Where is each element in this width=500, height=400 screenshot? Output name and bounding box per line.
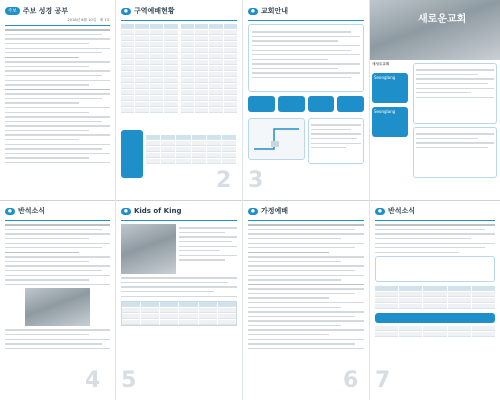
text-block (5, 224, 110, 285)
summary-box (121, 130, 143, 178)
notice-box (375, 256, 495, 282)
kids-text-2 (121, 277, 237, 297)
worship-order (413, 63, 497, 124)
report-table-left (121, 24, 178, 113)
panel-family-worship (242, 200, 369, 400)
offering-table (375, 326, 495, 337)
kids-photo (121, 224, 176, 274)
divider (375, 220, 495, 221)
panel-title: 교회안내 (260, 7, 288, 15)
panel-cover (369, 0, 500, 200)
panel-church-info (242, 0, 369, 200)
page-number: 3 (248, 168, 264, 193)
panel-bible-study (0, 0, 115, 200)
page-number: 4 (85, 368, 101, 393)
section-chip: ● (121, 208, 131, 215)
page-number: 5 (121, 368, 137, 393)
label-box-1: Seonglang (372, 73, 408, 103)
summary-table (146, 135, 236, 164)
divider (248, 220, 364, 221)
divider (248, 20, 364, 21)
cover-photo (370, 0, 500, 60)
staff-card (248, 24, 364, 92)
report-table-right (181, 24, 238, 113)
panel-news-2 (369, 200, 500, 400)
issue-date: 2018년 6월 10일 · 제 7호 (67, 18, 110, 22)
time-box-1 (248, 96, 275, 112)
divider (5, 25, 110, 26)
schedule-box (308, 118, 364, 164)
panel-title: 반석소식 (387, 207, 415, 215)
worship-order-2 (413, 127, 497, 178)
panel-kids (115, 200, 242, 400)
news-photo (25, 288, 90, 326)
section-chip: ● (375, 208, 385, 215)
panel-title: Kids of King (133, 207, 182, 215)
section-chip: ● (248, 208, 258, 215)
section-chip: 주보 (5, 7, 20, 15)
bottom-row (0, 200, 500, 400)
page-number: 6 (343, 368, 359, 393)
text-block (5, 29, 110, 163)
offering-bar (375, 313, 495, 323)
time-box-2 (278, 96, 305, 112)
map-box (248, 118, 305, 160)
panel-news-1 (0, 200, 115, 400)
panel-cell-report (115, 0, 242, 200)
kids-text (179, 224, 237, 274)
panel-title: 반석소식 (17, 207, 45, 215)
divider (121, 220, 237, 221)
section-chip: ● (248, 8, 258, 15)
text-block (375, 224, 495, 253)
panel-title: 주보 성경 공부 (22, 7, 69, 15)
label-box-2: Seonglang (372, 107, 408, 137)
cover-title: 새로운교회 (418, 14, 467, 25)
divider (121, 20, 237, 21)
time-box-3 (308, 96, 335, 112)
panel-title: 가정예배 (260, 207, 288, 215)
text-block (248, 224, 364, 349)
divider (5, 220, 110, 221)
page-number: 2 (216, 168, 232, 193)
page-number: 7 (375, 368, 391, 393)
kids-table (121, 301, 237, 326)
panel-title: 구역예배현황 (133, 7, 175, 15)
worship-times (248, 96, 364, 112)
news-table (375, 286, 495, 309)
time-box-4 (337, 96, 364, 112)
section-chip: ● (121, 8, 131, 15)
section-chip: ● (5, 208, 15, 215)
church-name: 새성도교회 (372, 62, 390, 66)
cover-sidebar (370, 60, 410, 181)
